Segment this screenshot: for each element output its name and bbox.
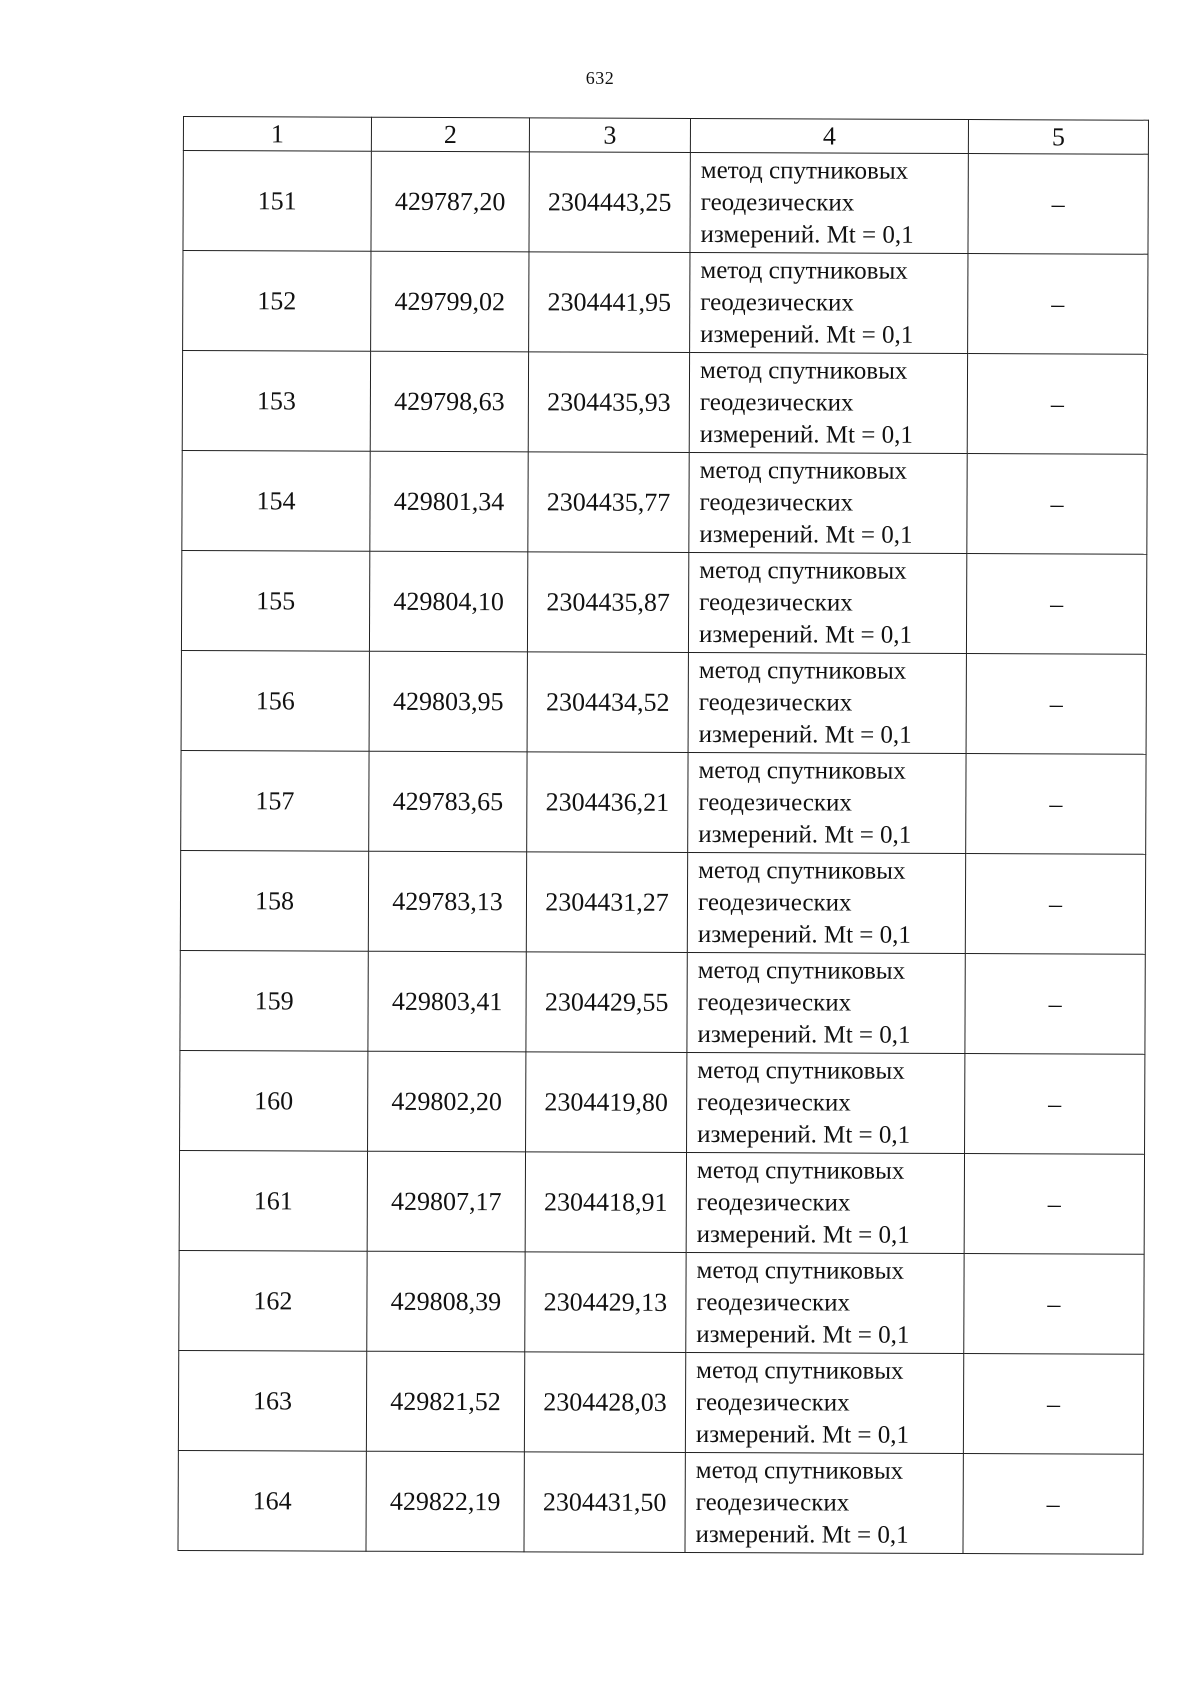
point-number-cell: 157 [181,750,369,851]
x-coordinate-cell: 429801,34 [370,451,528,552]
note-cell: – [965,1054,1145,1155]
x-coordinate-cell: 429783,65 [369,751,527,852]
method-line: метод спутниковых [700,256,908,285]
y-coordinate-cell: 2304428,03 [524,1352,685,1453]
method-line: метод спутниковых [700,156,909,185]
point-number-cell: 162 [179,1250,367,1351]
table-row [178,1350,1143,1454]
note-cell: – [967,454,1147,555]
method-line: геодезических [695,1488,850,1517]
y-coordinate-cell: 2304429,13 [525,1252,686,1353]
method-line: метод спутниковых [698,756,906,785]
method-line: геодезических [698,688,853,717]
method-line: геодезических [696,1388,850,1417]
x-coordinate-cell: 429822,19 [366,1451,524,1552]
note-cell: – [966,754,1146,855]
note-cell: – [965,854,1145,955]
method-cell [687,1052,965,1153]
method-line: метод спутниковых [697,956,906,985]
y-coordinate-cell: 2304435,77 [528,452,689,553]
y-coordinate-cell: 2304431,27 [526,852,687,953]
page-number: 632 [585,68,615,88]
point-number-cell: 160 [180,1050,368,1151]
method-cell [686,1152,964,1253]
method-line: измерений. Mt = 0,1 [698,820,912,849]
method-line: геодезических [697,988,852,1017]
note-cell: – [963,1454,1143,1555]
note-cell: – [968,154,1148,255]
point-number-cell: 161 [179,1150,367,1251]
method-line: геодезических [696,1288,851,1317]
table-row [182,450,1147,554]
table-row [178,1450,1143,1554]
table-row [182,351,1147,455]
table-row [181,550,1146,654]
point-number-cell: 156 [181,650,369,751]
y-coordinate-cell: 2304436,21 [527,752,688,853]
note-cell: – [964,1254,1144,1355]
header-col-1: 1 [183,117,371,152]
note-cell: – [966,554,1146,655]
note-cell: – [964,1154,1144,1255]
method-line: измерений. Mt = 0,1 [700,220,914,249]
table-row [183,251,1148,355]
table-row [183,151,1148,255]
method-line: измерений. Mt = 0,1 [699,420,913,449]
method-line: метод спутниковых [699,356,908,385]
method-cell [689,352,967,453]
header-col-2: 2 [371,117,529,152]
y-coordinate-cell: 2304443,25 [529,152,690,253]
coordinates-table-wrap [177,116,1148,1555]
method-cell [688,752,966,853]
header-col-3: 3 [529,118,690,153]
method-line: измерений. Mt = 0,1 [698,720,912,749]
method-line: измерений. Mt = 0,1 [699,520,913,549]
method-line: метод спутниковых [696,1156,905,1185]
note-cell: – [968,254,1148,355]
coordinates-table [177,116,1149,1555]
method-line: геодезических [696,1188,851,1217]
method-line: измерений. Mt = 0,1 [695,1420,910,1449]
method-line: измерений. Mt = 0,1 [695,1520,909,1549]
x-coordinate-cell: 429803,95 [369,651,527,752]
method-line: измерений. Mt = 0,1 [697,1120,911,1149]
y-coordinate-cell: 2304418,91 [525,1152,686,1253]
point-number-cell: 164 [178,1450,366,1551]
method-line: метод спутниковых [698,656,907,685]
method-line: метод спутниковых [698,856,906,885]
method-line: геодезических [698,788,853,817]
method-cell [686,1252,964,1353]
method-line: метод спутниковых [697,1056,905,1085]
method-line: геодезических [699,488,854,517]
method-line: геодезических [697,1088,851,1117]
x-coordinate-cell: 429803,41 [368,951,526,1052]
x-coordinate-cell: 429807,17 [367,1151,525,1252]
point-number-cell: 152 [183,251,371,352]
method-cell [689,452,967,553]
point-number-cell: 159 [180,950,368,1051]
y-coordinate-cell: 2304435,87 [527,552,688,653]
method-line: геодезических [700,188,855,217]
point-number-cell: 158 [180,850,368,951]
method-cell [688,552,966,653]
table-row [180,950,1145,1054]
y-coordinate-cell: 2304419,80 [526,1052,687,1153]
method-line: измерений. Mt = 0,1 [697,920,911,949]
method-line: геодезических [700,288,854,317]
y-coordinate-cell: 2304441,95 [529,252,690,353]
table-row [179,1150,1144,1254]
table-row [181,750,1146,854]
point-number-cell: 153 [182,351,370,452]
method-cell [685,1452,963,1553]
x-coordinate-cell: 429783,13 [368,851,526,952]
method-line: измерений. Mt = 0,1 [696,1220,910,1249]
table-row [180,850,1145,954]
method-cell [687,852,965,953]
method-line: измерений. Mt = 0,1 [700,320,914,349]
method-cell [690,252,968,353]
note-cell: – [963,1354,1143,1455]
table-row [180,1050,1145,1154]
method-cell [685,1352,963,1453]
x-coordinate-cell: 429804,10 [369,551,527,652]
method-line: геодезических [699,388,854,417]
point-number-cell: 151 [183,151,371,252]
header-col-4: 4 [690,118,968,153]
x-coordinate-cell: 429802,20 [368,1051,526,1152]
method-line: метод спутниковых [699,456,908,485]
x-coordinate-cell: 429821,52 [366,1351,524,1452]
method-line: измерений. Mt = 0,1 [698,620,913,649]
point-number-cell: 155 [181,550,369,651]
method-line: измерений. Mt = 0,1 [696,1320,910,1349]
table-row [179,1250,1144,1354]
table-row [181,650,1146,754]
note-cell: – [965,954,1145,1055]
x-coordinate-cell: 429787,20 [371,151,529,252]
y-coordinate-cell: 2304435,93 [528,352,689,453]
header-col-5: 5 [968,120,1148,155]
point-number-cell: 154 [182,450,370,551]
table-body [178,151,1148,1555]
x-coordinate-cell: 429798,63 [370,351,528,452]
x-coordinate-cell: 429799,02 [371,251,529,352]
method-cell [690,152,968,253]
header-row [183,117,1148,155]
method-line: метод спутниковых [695,1456,904,1485]
y-coordinate-cell: 2304429,55 [526,952,687,1053]
point-number-cell: 163 [178,1350,366,1451]
method-line: метод спутниковых [696,1256,905,1285]
note-cell: – [966,654,1146,755]
method-line: метод спутниковых [696,1356,904,1385]
method-line: геодезических [697,888,852,917]
method-line: метод спутниковых [699,556,907,585]
table-header [183,117,1148,155]
y-coordinate-cell: 2304434,52 [527,652,688,753]
method-cell [687,952,965,1053]
note-cell: – [967,354,1147,455]
method-line: измерений. Mt = 0,1 [697,1020,911,1049]
method-line: геодезических [699,588,853,617]
y-coordinate-cell: 2304431,50 [524,1452,685,1553]
method-cell [688,652,966,753]
x-coordinate-cell: 429808,39 [367,1251,525,1352]
